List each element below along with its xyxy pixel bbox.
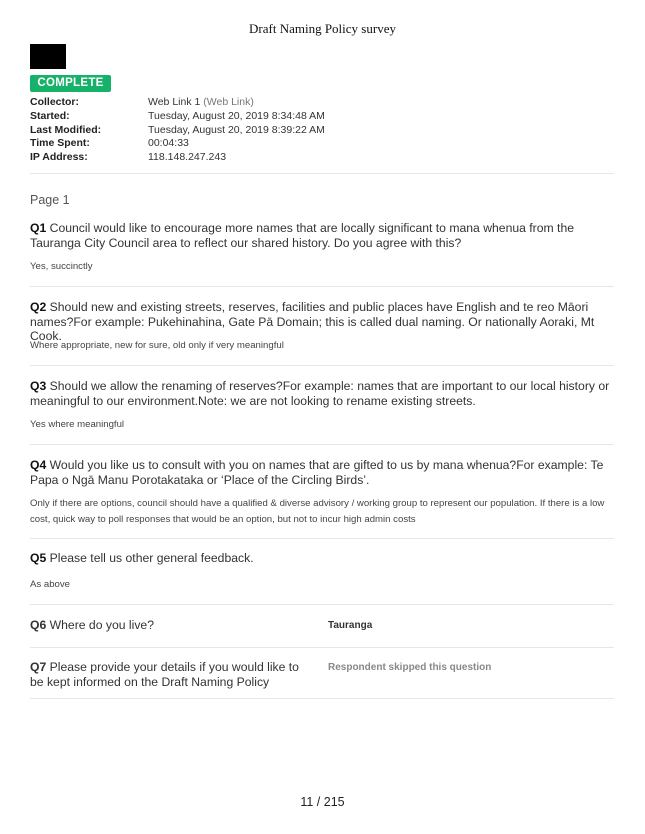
answer-7-skipped: Respondent skipped this question <box>328 662 492 673</box>
page-number: 11 / 215 <box>300 795 345 809</box>
response-metadata <box>30 96 614 165</box>
time-spent-value: 00:04:33 <box>148 137 189 150</box>
document-title: Draft Naming Policy survey <box>249 21 396 36</box>
question-text: Council would like to encourage more names that are locally significant to mana whenua from the Tauranga City Council area to reflect our shared history. Do you agree with this? <box>30 221 574 250</box>
collector-type: (Web Link) <box>200 96 254 108</box>
question-number: Q7 <box>30 660 47 674</box>
meta-row-last-modified <box>30 124 614 138</box>
answer-2: Where appropriate, new for sure, old only if very meaningful <box>30 340 284 351</box>
question-number: Q3 <box>30 379 47 393</box>
question-number: Q2 <box>30 300 47 314</box>
question-number: Q6 <box>30 618 47 632</box>
question-number: Q1 <box>30 221 47 235</box>
logo-placeholder <box>30 44 66 69</box>
ip-address-value: 118.148.247.243 <box>148 151 227 164</box>
meta-row-ip-address <box>30 151 614 165</box>
answer-5: As above <box>30 579 71 590</box>
answer-4: Only if there are options, council should have a qualified & diverse advisory / working group to represent our population. If there is a low cost, quick way to poll responses that would be an option, but not to incur high admin costs <box>30 498 605 525</box>
question-2 <box>30 300 614 344</box>
question-4 <box>30 458 614 487</box>
collector-label: Collector: <box>30 96 80 108</box>
started-label: Started: <box>30 109 70 122</box>
question-text: Please provide your details if you would like to be kept informed on the Draft Naming Policy <box>30 660 299 689</box>
last-modified-value: Tuesday, August 20, 2019 8:39:22 AM <box>148 123 325 136</box>
divider <box>30 698 614 699</box>
divider <box>30 444 614 445</box>
question-text: Should new and existing streets, reserves, facilities and public places have English and te reo Māori names?For example: Pukehinahina, Gate Pā Domain; this is called dual naming. Or nationally Aoraki, Mt Cook. <box>30 300 595 343</box>
divider <box>30 173 614 174</box>
divider <box>30 365 614 366</box>
divider <box>30 286 614 287</box>
collector-value <box>148 96 254 110</box>
meta-row-started <box>30 110 614 124</box>
question-text: Where do you live? <box>46 618 154 632</box>
page-label: Page 1 <box>30 193 70 207</box>
answer-1: Yes, succinctly <box>30 261 93 272</box>
divider <box>30 647 614 648</box>
divider <box>30 604 614 605</box>
question-text: Would you like us to consult with you on names that are gifted to us by mana whenua?For example: Te Papa o Ngā Manu Porotakataka or ‘Place of the Circling Birds’. <box>30 458 604 487</box>
time-spent-label: Time Spent: <box>30 137 90 150</box>
question-number: Q4 <box>30 458 47 472</box>
divider <box>30 538 614 539</box>
collector-name: Web Link 1 <box>148 96 201 108</box>
question-5 <box>30 551 614 566</box>
meta-row-collector <box>30 96 614 110</box>
question-text: Please tell us other general feedback. <box>46 551 254 565</box>
question-text: Should we allow the renaming of reserves?For example: names that are important to our local history or meaningful to our environment.Note: we are not looking to rename existing streets. <box>30 379 610 408</box>
answer-3: Yes where meaningful <box>30 419 125 430</box>
ip-address-label: IP Address: <box>30 151 88 164</box>
last-modified-label: Last Modified: <box>30 123 102 136</box>
answer-6: Tauranga <box>328 620 373 631</box>
question-number: Q5 <box>30 551 47 565</box>
meta-row-time-spent <box>30 137 614 151</box>
question-1 <box>30 221 614 250</box>
question-7 <box>30 660 310 689</box>
question-6 <box>30 618 310 633</box>
status-badge: COMPLETE <box>30 75 111 92</box>
question-3 <box>30 379 614 408</box>
started-value: Tuesday, August 20, 2019 8:34:48 AM <box>148 109 325 122</box>
